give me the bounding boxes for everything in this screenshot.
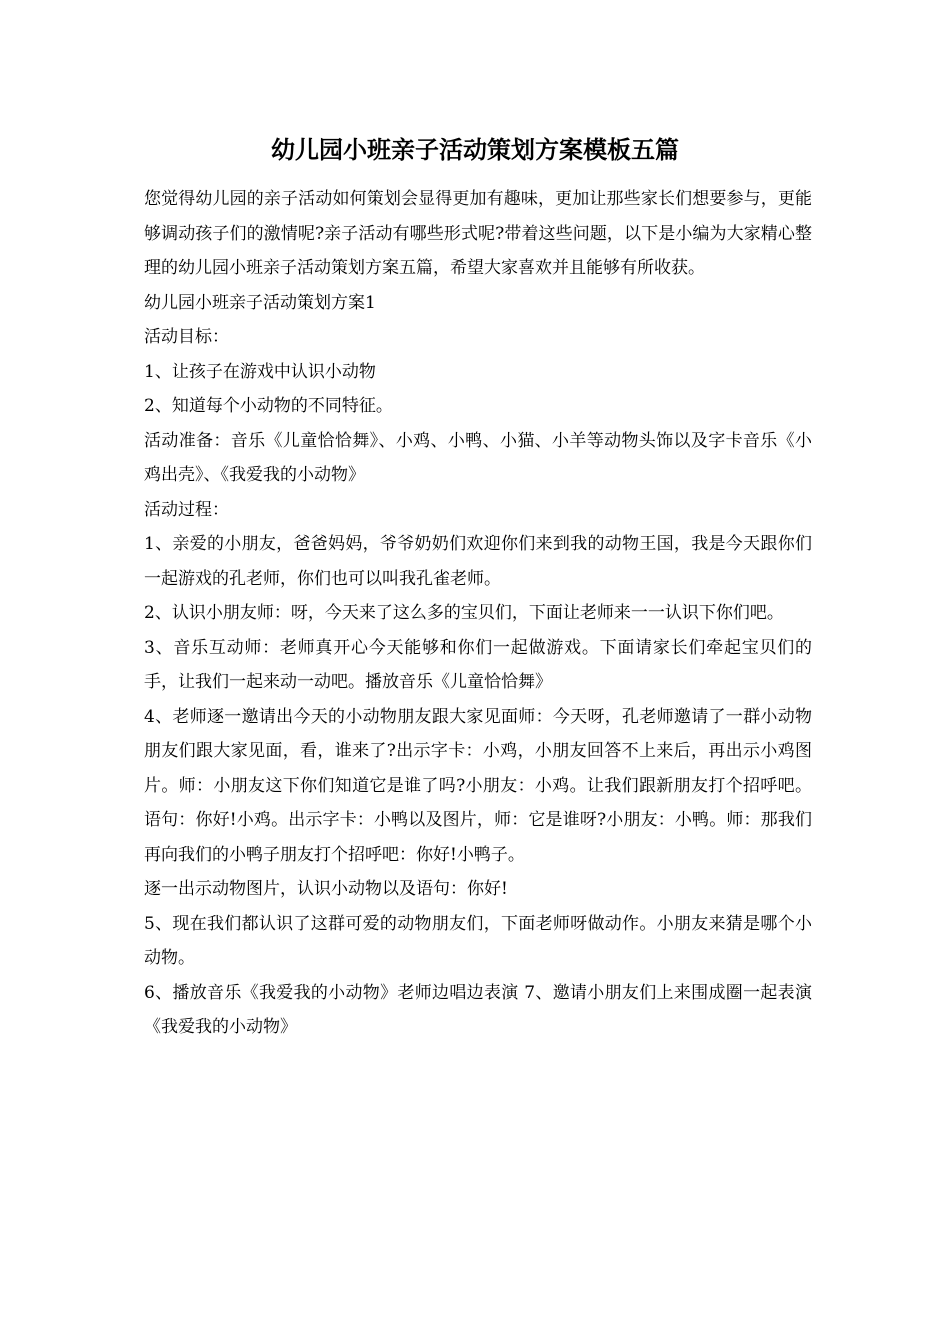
goal-item: 1、让孩子在游戏中认识小动物: [144, 361, 376, 382]
intro-paragraph: 您觉得幼儿园的亲子活动如何策划会显得更加有趣味，更加让那些家长们想要参与，更能够调动孩子们的激情呢?亲子活动有哪些形式呢?带着这些问题，以下是小编为大家精心整理的幼儿园小班亲子活动策划方案五篇，希望大家喜欢并且能够有所收获。: [144, 189, 812, 278]
preparation-paragraph: 活动准备：音乐《儿童恰恰舞》、小鸡、小鸭、小猫、小羊等动物头饰以及字卡音乐《小鸡出壳》、《我爱我的小动物》: [144, 430, 812, 485]
process-step: 6、播放音乐《我爱我的小动物》老师边唱边表演 7、邀请小朋友们上来围成圈一起表演《我爱我的小动物》: [144, 982, 812, 1037]
process-note: 逐一出示动物图片，认识小动物以及语句：你好!: [144, 879, 508, 899]
document-body: [144, 182, 812, 1045]
process-step: 1、亲爱的小朋友，爸爸妈妈，爷爷奶奶们欢迎你们来到我的动物王国，我是今天跟你们一起游戏的孔老师，你们也可以叫我孔雀老师。: [144, 534, 812, 589]
page-title: 幼儿园小班亲子活动策划方案模板五篇: [271, 135, 679, 164]
section-heading: 幼儿园小班亲子活动策划方案1: [144, 292, 376, 313]
goal-item: 2、知道每个小动物的不同特征。: [144, 396, 393, 416]
process-step: 5、现在我们都认识了这群可爱的动物朋友们，下面老师呀做动作。小朋友来猜是哪个小动物。: [144, 913, 812, 968]
goals-label: 活动目标：: [144, 327, 229, 347]
process-label: 活动过程：: [144, 499, 229, 520]
process-step: 3、音乐互动师：老师真开心今天能够和你们一起做游戏。下面请家长们牵起宝贝们的手，让我们一起来动一动吧。播放音乐《儿童恰恰舞》: [144, 637, 812, 692]
process-step: 4、老师逐一邀请出今天的小动物朋友跟大家见面师：今天呀，孔老师邀请了一群小动物朋友们跟大家见面，看，谁来了?出示字卡：小鸡，小朋友回答不上来后，再出示小鸡图片。师：小朋友这下你们知道它是谁了吗?小朋友：小鸡。让我们跟新朋友打个招呼吧。语句：你好!小鸡。出示字卡：小鸭以及图片，师：它是谁呀?小朋友：小鸭。师：那我们再向我们的小鸭子朋友打个招呼吧：你好!小鸭子。: [144, 706, 812, 865]
process-step: 2、认识小朋友师：呀，今天来了这么多的宝贝们，下面让老师来一一认识下你们吧。: [144, 603, 784, 623]
